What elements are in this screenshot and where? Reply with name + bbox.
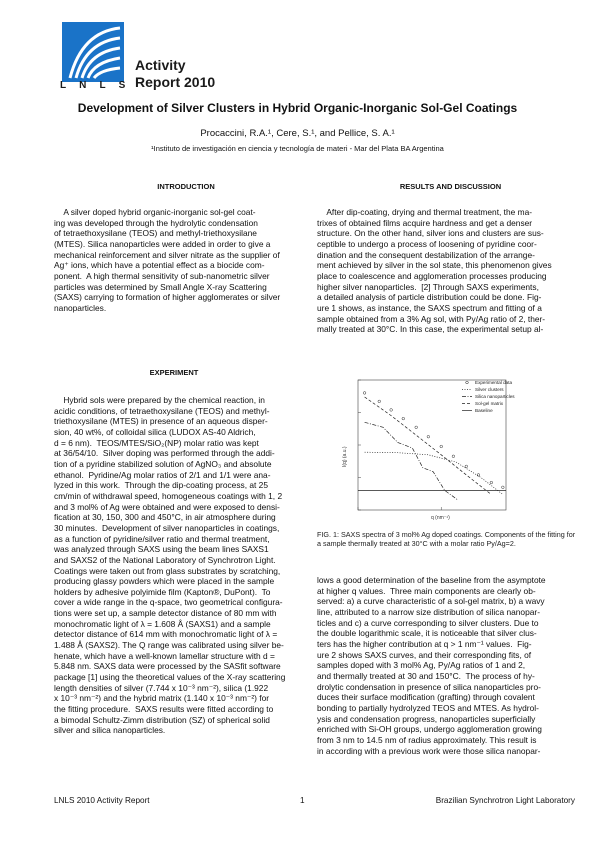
series-line-sol-gel-matrix	[365, 397, 492, 495]
figure-y-label: I(q) (a.u.)	[342, 446, 348, 467]
logo-letters: L N L S	[60, 80, 131, 91]
saxs-figure	[336, 372, 581, 522]
paper-title: Development of Silver Clusters in Hybrid Organic-Inorganic Sol-Gel Coatings	[77, 101, 518, 115]
data-point-experimental-data	[427, 435, 430, 438]
data-point-experimental-data	[452, 455, 455, 458]
figure-caption: FIG. 1: SAXS spectra of 3 mol% Ag doped coatings. Components of the fitting for a sample thermally treated at 30°C with a molar ratio Py/Ag=2.	[317, 530, 576, 549]
data-point-experimental-data	[502, 486, 505, 489]
footer-left: LNLS 2010 Activity Report	[54, 796, 150, 805]
paper-affiliation: ¹Instituto de investigación en ciencia y tecnología de materi - Mar del Plata BA Argentina	[151, 144, 444, 153]
lnls-logo	[62, 22, 124, 82]
series-line-silica-nanoparticles	[365, 422, 459, 500]
legend-label: Silver clusters	[475, 387, 504, 392]
footer-right: Brazilian Synchrotron Light Laboratory	[435, 796, 575, 805]
experiment-text: Hybrid sols were prepared by the chemical reaction, in acidic conditions, of tetraethoxysilane (TEOS) and methyl- triethoxysilane (MTES) in presence of an aqueous disper- sion, 40 wt%, of colloidal silica (LUDOX AS-40 Aldrich, d = 6 nm). TEOS/MTES/SiO₂(NP) molar ratio was kept at 36/54/10. Silver doping was performed through the addi- tion of a pyridine stabilized solution of AgNO₃ and absolute ethanol. Pyridine/Ag molar ratios of 2/1 and 1/1 were ana- lyzed in this work. Through the dip-coating process, at 25 cm/min of withdrawal speed, homogeneous coatings with 1, 2 and 3 mol% of Ag were obtained and were exposed to densi- fication at 30, 150, 300 and 450°C, in air atmosphere during 30 minutes. Development of silver nanoparticles in coatings, as a function of pyridine/silver ratio and thermal treatment, was analyzed through SAXS using the beam lines SAXS1 and SAXS2 of the National Laboratory of Synchrotron Light. Coatings were taken out from glass substrates by scratching, producing glassy powders which were placed in the sample holders by adhesive polyimide film (Kapton®, DuPont). To cover a wide range in the q-space, two geometrical configura- tions were set up, a sample detector distance of 80 mm with monochromatic light of λ = 1.608 Å (SAXS1) and a sample detector distance of 614 mm with monochromatic light of λ = 1.488 Å (SAXS2). The Q range was calibrated using silver be- henate, which have a well-known lamellar structure with d = 5.848 nm. SAXS data were processed by the SASfit software package [1] using the theoretical values of the X-ray scattering length densities of silver (7.744 x 10⁻³ nm⁻²), silica (1.922 x 10⁻³ nm⁻²) and the hybrid matrix (1.140 x 10⁻³ nm⁻²) for the fitting procedure. SAXS results were fitted according to a bimodal Schultz-Zimm distribution (SZ) of spherical solid silver and silica nanoparticles.	[54, 395, 286, 736]
legend-marker	[466, 381, 469, 384]
data-point-experimental-data	[390, 409, 393, 412]
report-brand-line1: Activity	[135, 57, 186, 73]
introduction-text: A silver doped hybrid organic-inorganic sol-gel coat- ing was developed through the hydrolytic condensation of tetraethoxysilane (TEOS) and methyl-triethoxysilane (MTES). Silica nanoparticles were added in order to give a mechanical reinforcement and silver nitrate as the supplier of Ag⁺ ions, which have a potential effect as a biocide com- ponent. A high thermal sensitivity of sub-nanometric silver particles was determined by Small Angle X-ray Scattering (SAXS) carrying to formation of higher agglomerates or silver nanoparticles.	[54, 207, 281, 313]
data-point-experimental-data	[490, 481, 493, 484]
data-point-experimental-data	[465, 465, 468, 468]
experiment-heading: EXPERIMENT	[149, 368, 199, 377]
introduction-heading: INTRODUCTION	[157, 182, 215, 191]
results-text-part1: After dip-coating, drying and thermal treatment, the ma- trixes of obtained films acquire hardness and get a denser structure. On the other hand, silver ions and clusters are sus- ceptible to undergo a process of loosening of pyridine coor- dination and the consequent destabilization of the arrange- ment achieved by silver in the sol state, this phenomenon gives place to coalescence and agglomeration processes producing higher silver nanoparticles. [2] Through SAXS experiments, a detailed analysis of particle distribution could be done. Fig- ure 1 shows, as instance, the SAXS spectrum and fitting of a sample obtained from a 3% Ag sol, with Py/Ag ratio of 2, ther- mally treated at 30°C. In this case, the experimental setup al-	[317, 207, 552, 335]
data-point-experimental-data	[402, 417, 405, 420]
results-heading: RESULTS AND DISCUSSION	[399, 182, 502, 191]
results-text-part2: lows a good determination of the baseline from the asymptote at higher q values. Three main components are clearly ob- served: a) a curve characteristic of a sol-gel matrix, b) a wavy line, attributed to a narrow size distribution of silica nanopar- ticles and c) a curve corresponding to silver clusters. Due to the double logarithmic scale, it is noticeable that silver clus- ters has the higher contribution at q > 1 nm⁻¹ values. Fig- ure 2 shows SAXS curves, and their corresponding fits, of samples doped with 3 mol% Ag, Py/Ag ratios of 1 and 2, and thermally treated at 30 and 150°C. The process of hy- drolytic condensation in presence of silica nanoparticles pro- duces their surface modification (grafting) through covalent bonding to partially hydrolyzed TEOS and MTES. As hydrol- ysis and condensation progress, nanoparticles superficially enriched with Si-OH groups, undergo agglomeration growing from 3 nm to 14.5 nm of radius approximately. This result is in according with a previous work were those silica nanopar-	[317, 575, 546, 756]
figure-legend	[462, 380, 515, 413]
figure-x-label: q (nm⁻¹)	[431, 515, 450, 521]
data-point-experimental-data	[440, 445, 443, 448]
legend-label: Baseline	[475, 408, 493, 413]
report-brand-line2: Report 2010	[135, 74, 216, 90]
data-point-experimental-data	[378, 400, 381, 403]
legend-label: Sol-gel matrix	[475, 401, 504, 406]
legend-label: Silica nanoparticles	[475, 394, 515, 399]
legend-label: Experimental data	[475, 380, 513, 385]
footer-page-number: 1	[300, 796, 305, 805]
data-point-experimental-data	[415, 426, 418, 429]
data-point-experimental-data	[477, 474, 480, 477]
paper-authors: Procaccini, R.A.¹, Cere, S.¹, and Pellice, S. A.¹	[200, 128, 395, 139]
data-point-experimental-data	[363, 392, 366, 395]
